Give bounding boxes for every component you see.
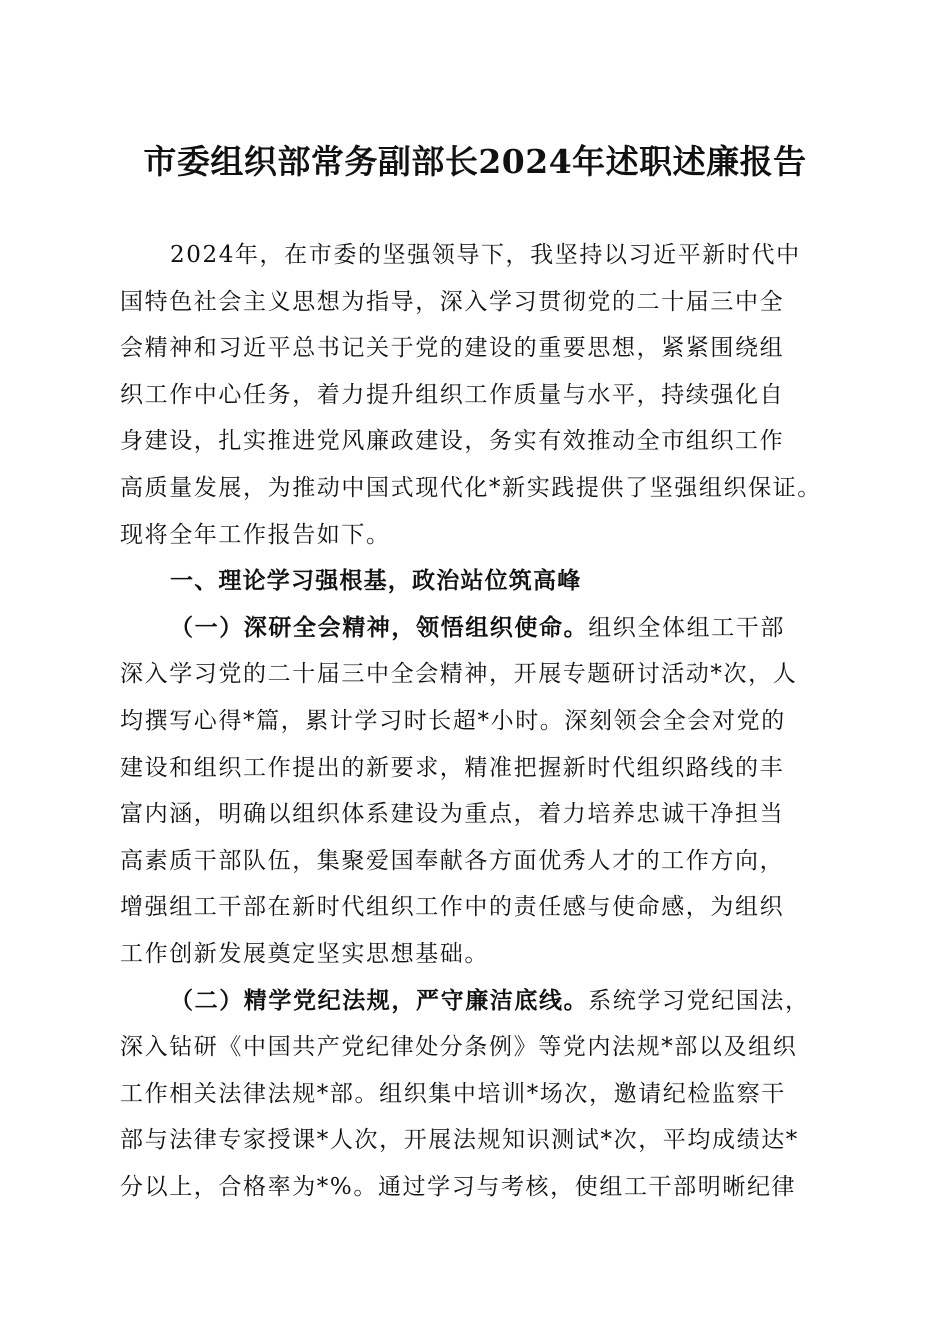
subsection-lead: （二）精学党纪法规，严守廉洁底线。 bbox=[170, 986, 589, 1014]
intro-line: 现将全年工作报告如下。 bbox=[120, 521, 391, 548]
subsection-text: 组织全体组工干部 bbox=[588, 614, 786, 641]
paragraph-line: 建设和组织工作提出的新要求，精准把握新时代组织路线的丰 bbox=[120, 754, 785, 781]
subsection-first-line bbox=[120, 978, 840, 1025]
subsection-text: 系统学习党纪国法， bbox=[588, 987, 810, 1014]
paragraph-line: 部与法律专家授课*人次，开展法规知识测试*次，平均成绩达* bbox=[120, 1127, 799, 1154]
paragraph-line: 分以上，合格率为*%。通过学习与考核，使组工干部明晰纪律 bbox=[120, 1173, 797, 1200]
paragraph-line: 增强组工干部在新时代组织工作中的责任感与使命感，为组织 bbox=[120, 894, 785, 921]
paragraph-line: 富内涵，明确以组织体系建设为重点，着力培养忠诚干净担当 bbox=[120, 801, 785, 828]
document-body bbox=[120, 232, 840, 1210]
section-heading: 一、理论学习强根基，政治站位筑高峰 bbox=[170, 568, 582, 595]
subsection-first-line bbox=[120, 605, 840, 652]
intro-line: 国特色社会主义思想为指导，深入学习贯彻党的二十届三中全 bbox=[120, 288, 785, 315]
paragraph-line: 深入学习党的二十届三中全会精神，开展专题研讨活动*次，人 bbox=[120, 661, 798, 688]
intro-line: 织工作中心任务，着力提升组织工作质量与水平，持续强化自 bbox=[120, 381, 785, 408]
document-title: 市委组织部常务副部长2024年述职述廉报告 bbox=[143, 142, 807, 181]
paragraph-line: 工作相关法律法规*部。组织集中培训*场次，邀请纪检监察干 bbox=[120, 1080, 786, 1107]
intro-line: 会精神和习近平总书记关于党的建设的重要思想，紧紧围绕组 bbox=[120, 335, 785, 362]
paragraph-line: 高素质干部队伍，集聚爱国奉献各方面优秀人才的工作方向， bbox=[120, 847, 785, 874]
paragraph-line: 工作创新发展奠定坚实思想基础。 bbox=[120, 940, 489, 967]
intro-line: 身建设，扎实推进党风廉政建设，务实有效推动全市组织工作 bbox=[120, 428, 785, 455]
paragraph-line: 深入钻研《中国共产党纪律处分条例》等党内法规*部以及组织 bbox=[120, 1034, 798, 1061]
intro-line: 高质量发展，为推动中国式现代化*新实践提供了坚强组织保证。 bbox=[120, 474, 822, 501]
subsection-lead: （一）深研全会精神，领悟组织使命。 bbox=[170, 613, 589, 641]
intro-line: 2024年，在市委的坚强领导下，我坚持以习近平新时代中 bbox=[170, 242, 801, 268]
paragraph-line: 均撰写心得*篇，累计学习时长超*小时。深刻领会全会对党的 bbox=[120, 707, 786, 734]
